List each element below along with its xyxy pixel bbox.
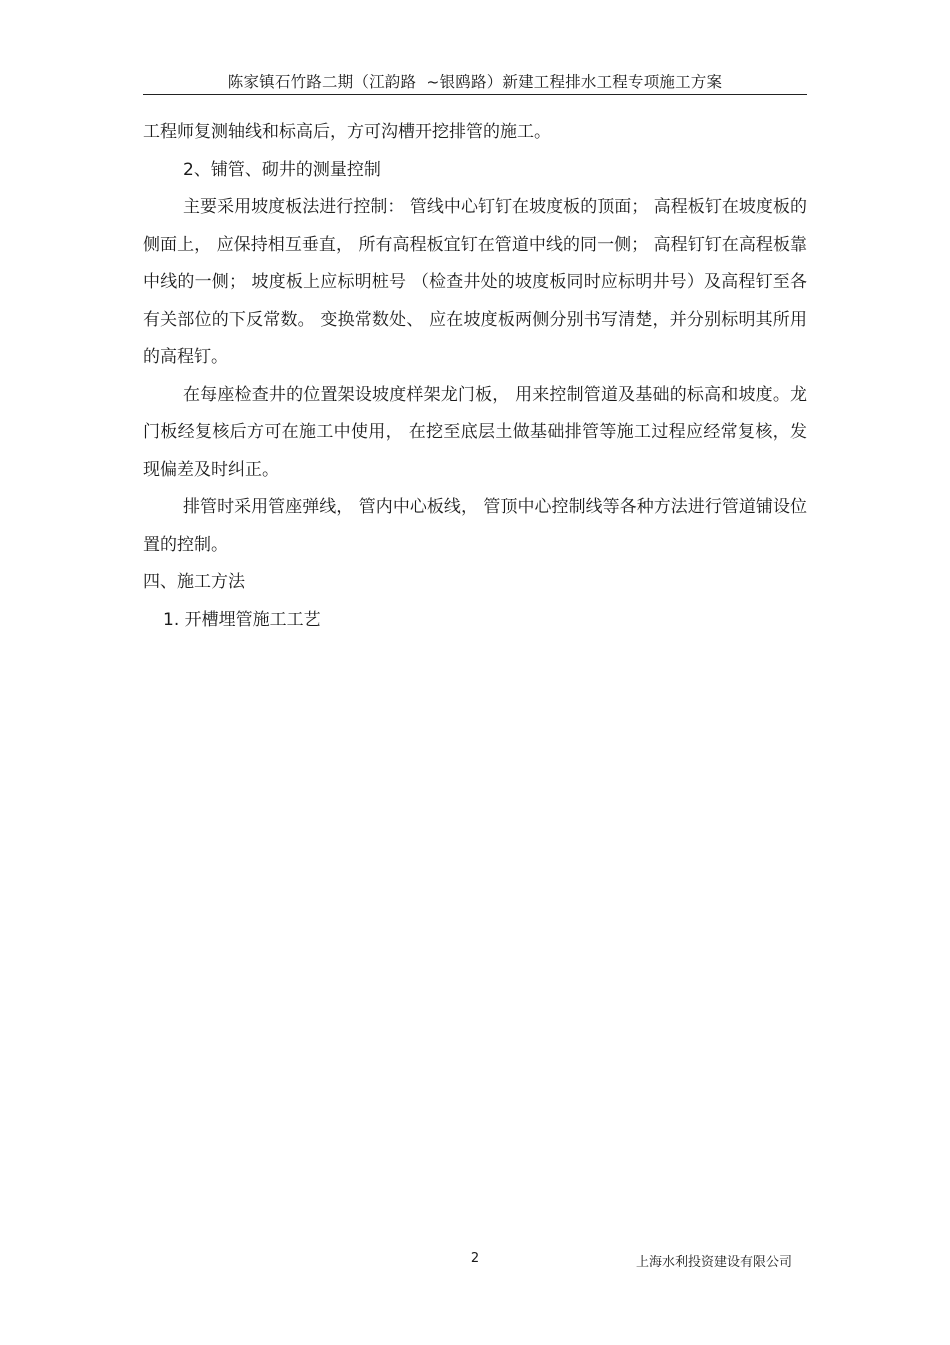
paragraph-3: 在每座检查井的位置架设坡度样架龙门板， 用来控制管道及基础的标高和坡度。龙门板经复核后方可在施工中使用， 在挖至底层土做基础排管等施工过程应经常复核，发现偏差及时纠正。: [143, 384, 807, 480]
footer-company: 上海水利投资建设有限公司: [635, 1255, 792, 1270]
document-body: [143, 114, 807, 639]
paragraph-2: 主要采用坡度板法进行控制： 管线中心钉钉在坡度板的顶面； 高程板钉在坡度板的侧面上， 应保持相互垂直， 所有高程板宜钉在管道中线的同一侧； 高程钉钉在高程板靠中线的一侧； 坡度板上应标明桩号 （检查井处的坡度板同时应标明井号）及高程钉至各有关部位的下反常数。 变换常数处、 应在坡度板两侧分别书写清楚，并分别标明其所用的高程钉。: [143, 197, 807, 367]
paragraph-1: 工程师复测轴线和标高后，方可沟槽开挖排管的施工。: [143, 122, 551, 142]
section-heading-construction-method: 四、施工方法: [143, 572, 245, 592]
header-divider: [143, 94, 807, 95]
list-item-1: 1. 开槽埋管施工工艺: [163, 609, 321, 630]
page-number: 2: [470, 1251, 480, 1266]
subheading-measurement-control: 2、铺管、砌井的测量控制: [183, 159, 381, 180]
header-title: 陈家镇石竹路二期（江韵路 ~银鸥路）新建工程排水工程专项施工方案: [227, 73, 723, 91]
paragraph-4: 排管时采用管座弹线， 管内中心板线， 管顶中心控制线等各种方法进行管道铺设位置的控制。: [143, 497, 807, 555]
